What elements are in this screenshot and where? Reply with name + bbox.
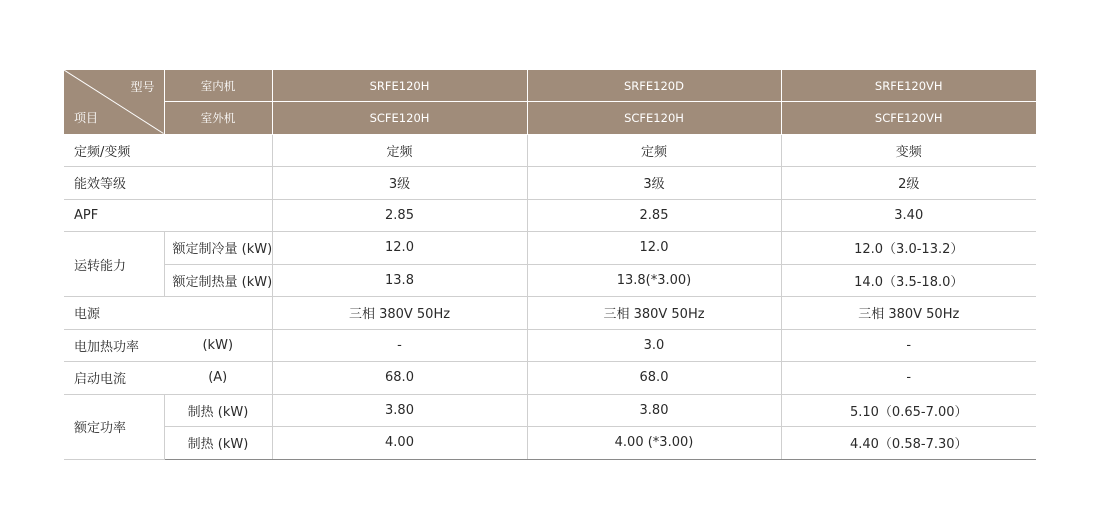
corner-item-label: 项目 bbox=[74, 110, 99, 125]
table-cell: 三相 380V 50Hz bbox=[272, 297, 527, 330]
indoor-model-3: SRFE120VH bbox=[781, 70, 1036, 102]
table-cell: 13.8 bbox=[272, 264, 527, 297]
outdoor-model-2: SCFE120H bbox=[527, 102, 781, 135]
table-cell: 2.85 bbox=[527, 199, 781, 232]
table-cell: 3级 bbox=[272, 167, 527, 200]
outdoor-unit-label: 室外机 bbox=[164, 102, 272, 135]
sub-label: 额定制冷量 (kW) bbox=[164, 232, 272, 265]
table-cell: 5.10（0.65-7.00） bbox=[781, 394, 1036, 427]
table-cell: - bbox=[781, 329, 1036, 362]
row-label: 启动电流 bbox=[64, 362, 164, 395]
table-cell: 3.0 bbox=[527, 329, 781, 362]
table-cell: 变频 bbox=[781, 134, 1036, 167]
table-cell: 12.0（3.0-13.2） bbox=[781, 232, 1036, 265]
table-cell: 4.00 (*3.00) bbox=[527, 427, 781, 460]
sub-label: 制热 (kW) bbox=[164, 394, 272, 427]
table-cell: 2级 bbox=[781, 167, 1036, 200]
table-cell: 14.0（3.5-18.0） bbox=[781, 264, 1036, 297]
row-label: 能效等级 bbox=[64, 167, 272, 200]
corner-model-label: 型号 bbox=[130, 80, 155, 94]
table-cell: - bbox=[272, 329, 527, 362]
row-efficiency-grade bbox=[64, 167, 1036, 200]
table-cell: 68.0 bbox=[272, 362, 527, 395]
table-cell: 三相 380V 50Hz bbox=[781, 297, 1036, 330]
table-cell: 4.00 bbox=[272, 427, 527, 460]
table-cell: 三相 380V 50Hz bbox=[527, 297, 781, 330]
unit-label: (kW) bbox=[164, 329, 272, 362]
row-electric-heating bbox=[64, 329, 1036, 362]
indoor-model-1: SRFE120H bbox=[272, 70, 527, 102]
table-cell: 12.0 bbox=[527, 232, 781, 265]
sub-label: 额定制热量 (kW) bbox=[164, 264, 272, 297]
table-cell: 3级 bbox=[527, 167, 781, 200]
outdoor-model-3: SCFE120VH bbox=[781, 102, 1036, 135]
row-label: 电加热功率 bbox=[64, 329, 164, 362]
row-rated-power-1 bbox=[64, 394, 1036, 427]
indoor-model-2: SRFE120D bbox=[527, 70, 781, 102]
table-cell: 4.40（0.58-7.30） bbox=[781, 427, 1036, 460]
unit-label: (A) bbox=[164, 362, 272, 395]
header-row-outdoor bbox=[64, 102, 1036, 135]
row-rated-power-2 bbox=[64, 427, 1036, 460]
table-cell: 2.85 bbox=[272, 199, 527, 232]
header-row-indoor bbox=[64, 70, 1036, 102]
row-capacity-heating bbox=[64, 264, 1036, 297]
sub-label: 制热 (kW) bbox=[164, 427, 272, 460]
table-cell: 68.0 bbox=[527, 362, 781, 395]
table-cell: 12.0 bbox=[272, 232, 527, 265]
row-freq-type bbox=[64, 134, 1036, 167]
row-label: 定频/变频 bbox=[64, 134, 272, 167]
header-corner bbox=[64, 70, 164, 134]
table-cell: 3.80 bbox=[272, 394, 527, 427]
row-label: 运转能力 bbox=[64, 232, 164, 297]
table-cell: 3.80 bbox=[527, 394, 781, 427]
table-cell: 3.40 bbox=[781, 199, 1036, 232]
row-capacity-cooling bbox=[64, 232, 1036, 265]
row-label: 电源 bbox=[64, 297, 272, 330]
row-apf bbox=[64, 199, 1036, 232]
spec-table bbox=[64, 70, 1036, 460]
outdoor-model-1: SCFE120H bbox=[272, 102, 527, 135]
indoor-unit-label: 室内机 bbox=[164, 70, 272, 102]
row-label: 额定功率 bbox=[64, 394, 164, 459]
table-cell: 13.8(*3.00) bbox=[527, 264, 781, 297]
table-cell: - bbox=[781, 362, 1036, 395]
row-power-supply bbox=[64, 297, 1036, 330]
row-starting-current bbox=[64, 362, 1036, 395]
table-cell: 定频 bbox=[272, 134, 527, 167]
row-label: APF bbox=[64, 199, 272, 232]
table-cell: 定频 bbox=[527, 134, 781, 167]
